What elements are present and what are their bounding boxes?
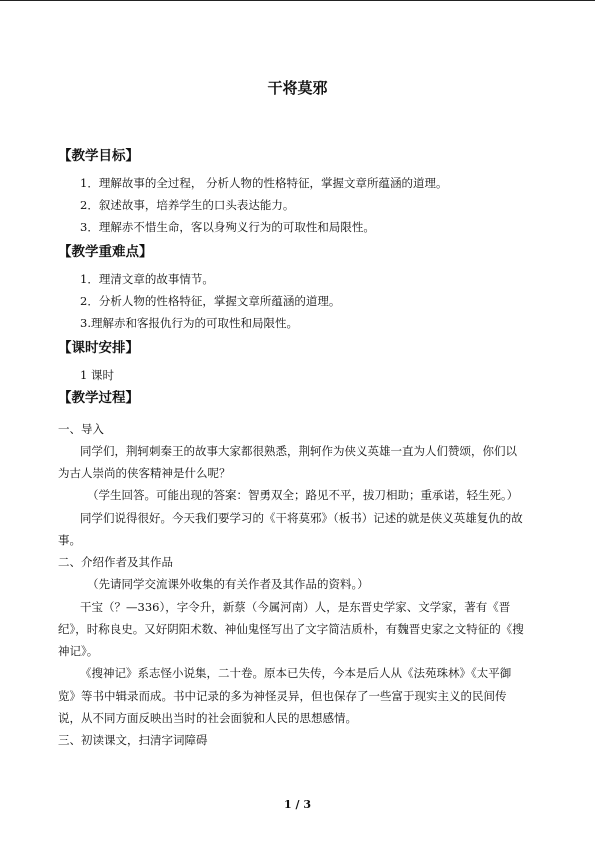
key-point-item: 1．理清文章的故事情节。 [80,272,214,286]
process-subheading: 三、初读课文，扫清字词障碍 [58,733,208,747]
process-paragraph-line: 《搜神记》系志怪小说集，二十卷。原本已失传，今本是后人从《法苑珠林》《太平御 [80,666,512,680]
process-paragraph-line: 说，从不同方面反映出当时的社会面貌和人民的思想感情。 [58,711,357,725]
process-paragraph-line: 为古人崇尚的侠客精神是什么呢？ [58,466,231,480]
key-point-item: 3.理解赤和客报仇行为的可取性和局限性。 [80,316,298,330]
document-title: 干将莫邪 [267,79,328,97]
process-paragraph-line: （学生回答。可能出现的答案：智勇双全；路见不平，拔刀相助；重承诺，轻生死。） [87,488,519,502]
schedule-item: 1 课时 [80,368,114,382]
objective-item: 3．理解赤不惜生命，客以身殉义行为的可取性和局限性。 [80,220,375,234]
objective-item: 2．叙述故事，培养学生的口头表达能力。 [80,198,295,212]
section-heading-key-points: 【教学重难点】 [58,244,153,260]
process-subheading: 一、导入 [58,422,104,436]
process-paragraph-line: 事。 [58,533,81,547]
process-paragraph-line: （先请同学交流课外收集的有关作者及其作品的资料。） [87,577,369,591]
process-subheading: 二、介绍作者及其作品 [58,555,173,569]
section-heading-process: 【教学过程】 [58,390,139,406]
process-paragraph-line: 览》等书中辑录而成。书中记录的多为神怪灵异，但也保存了一些富于现实主义的民间传 [58,689,507,703]
process-paragraph-line: 神记》。 [58,644,99,658]
objective-item: 1．理解故事的全过程， 分析人物的性格特征，掌握文章所蕴涵的道理。 [80,176,448,190]
process-paragraph-line: 纪》，时称良史。又好阴阳术数、神仙鬼怪写出了文字简洁质朴，有魏晋史家之文特征的《搜 [58,622,524,636]
process-paragraph-line: 干宝（？—336），字令升，新蔡（今属河南）人，是东晋史学家、文学家，著有《晋 [80,600,511,614]
process-paragraph-line: 同学们，荆轲刺秦王的故事大家都很熟悉，荆轲作为侠义英雄一直为人们赞颂，你们以 [80,444,517,458]
section-heading-schedule: 【课时安排】 [58,340,139,356]
process-paragraph-line: 同学们说得很好。今天我们要学习的《干将莫邪》（板书）记述的就是侠义英雄复仇的故 [80,511,523,525]
key-point-item: 2．分析人物的性格特征，掌握文章所蕴涵的道理。 [80,294,341,308]
page-indicator: 1 / 3 [284,798,311,811]
section-heading-objectives: 【教学目标】 [58,148,139,164]
